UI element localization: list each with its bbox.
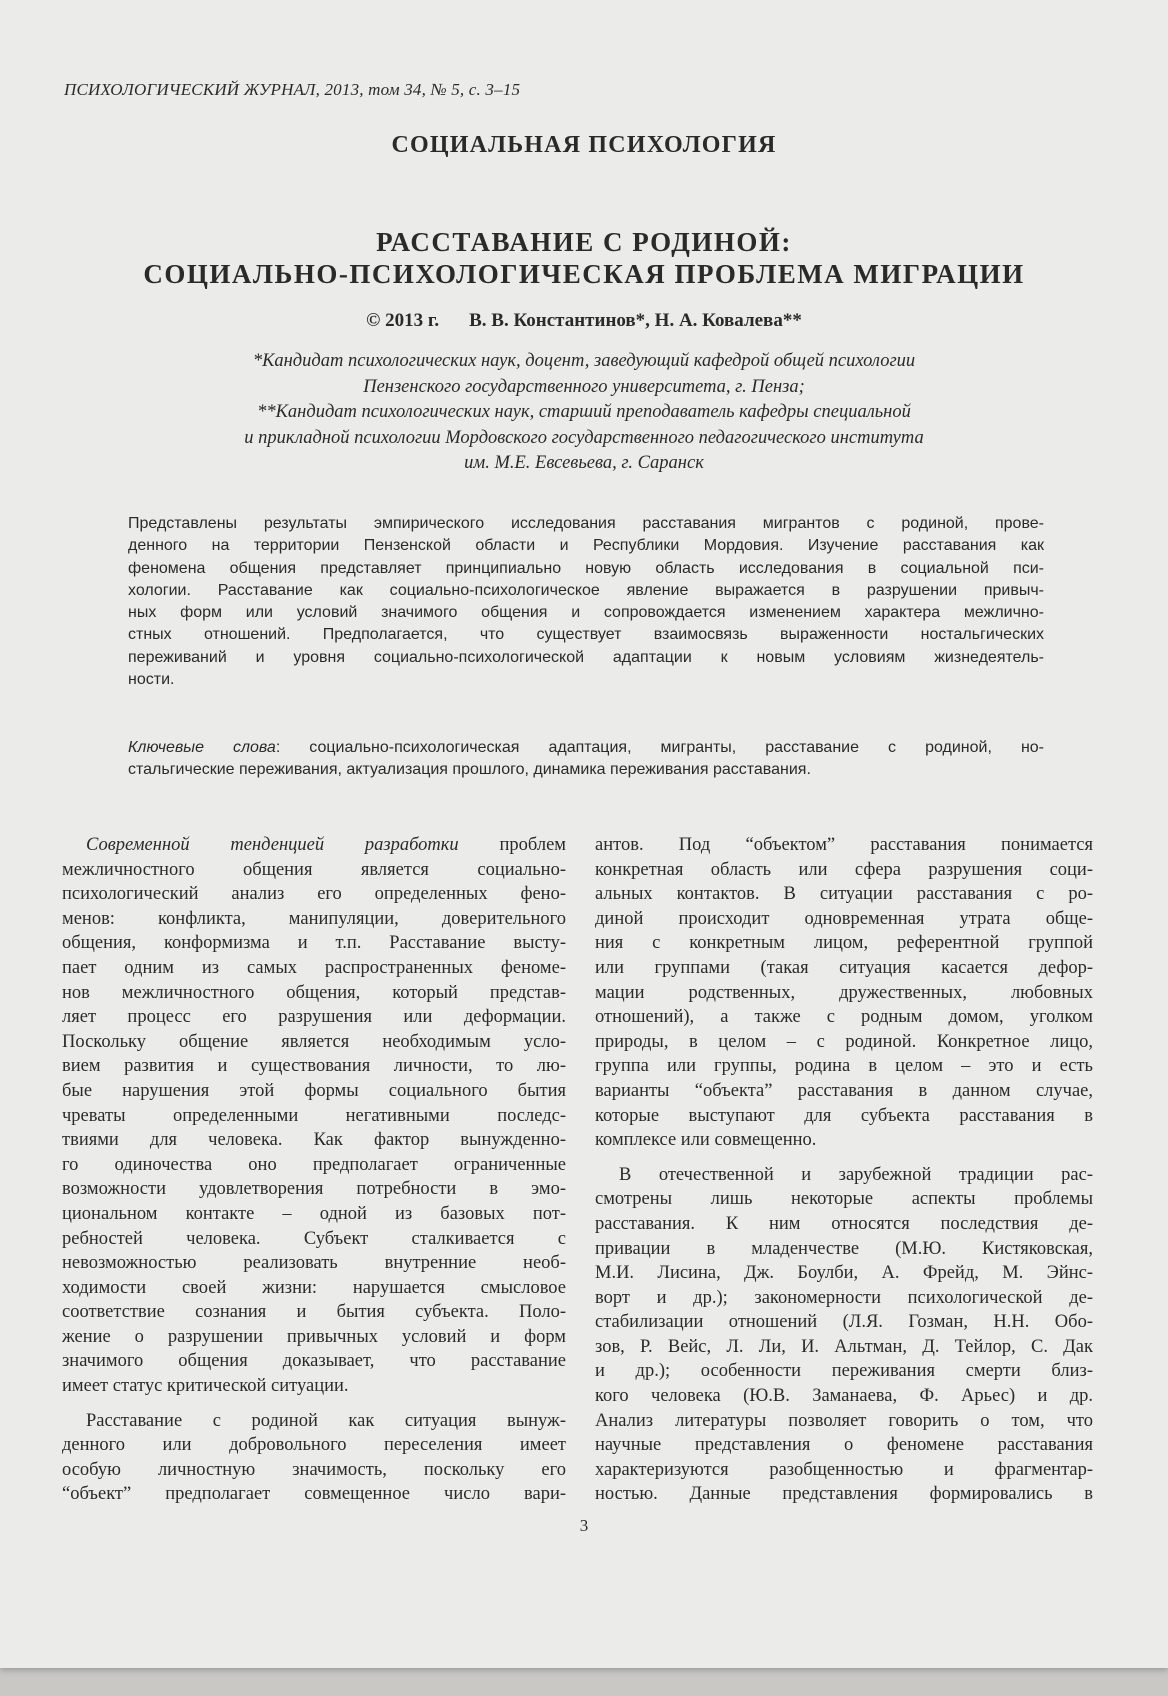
right-column bbox=[595, 833, 1093, 1507]
author-line bbox=[0, 310, 1168, 332]
body-line: привации в младенчестве (М.Ю. Кистяковская, bbox=[595, 1238, 1093, 1259]
body-line: группа или группы, родина в целом – это и есть bbox=[595, 1056, 1093, 1077]
body-line: чреваты определенными негативными последс- bbox=[62, 1105, 566, 1126]
body-line: го одиночества оно предполагает ограниченные bbox=[62, 1154, 566, 1175]
body-line: невозможностью реализовать внутренние необ- bbox=[62, 1253, 566, 1274]
keywords-line bbox=[128, 737, 1044, 759]
body-line: пает одним из самых распространенных феноме- bbox=[62, 957, 566, 978]
running-head: ПСИХОЛОГИЧЕСКИЙ ЖУРНАЛ, 2013, том 34, № 5, с. 3–15 bbox=[64, 80, 521, 99]
abstract-line: ных форм или условий значимого общения и сопровождается изменением характера межличнo- bbox=[128, 604, 1044, 622]
body-line: особую личностную значимость, поскольку его bbox=[62, 1459, 566, 1480]
lead-phrase: Современной тенденцией разработки bbox=[86, 835, 459, 855]
body-line: жение о разрушении привычных условий и форм bbox=[62, 1326, 566, 1347]
body-line: имеет статус критической ситуации. bbox=[62, 1376, 349, 1397]
article-title bbox=[60, 226, 1108, 290]
body-line: денного или добровольного переселения имеет bbox=[62, 1435, 566, 1456]
body-line: менов: конфликта, манипуляции, доверительного bbox=[62, 908, 566, 929]
body-line: “объект” предполагает совмещенное число вари- bbox=[62, 1484, 566, 1505]
keywords bbox=[128, 737, 1044, 782]
body-line: ния с конкретным лицом, референтной группой bbox=[595, 933, 1093, 954]
body-line: твиями для человека. Как фактор вынужденно- bbox=[62, 1130, 566, 1151]
affiliation-line: **Кандидат психологических наук, старший преподаватель кафедры специальной bbox=[257, 402, 911, 422]
body-line: альных контактов. В ситуации расставания с ро- bbox=[595, 884, 1093, 905]
keywords-label: Ключевые слова bbox=[128, 739, 276, 756]
left-column bbox=[62, 833, 566, 1507]
affiliations bbox=[60, 349, 1108, 477]
body-line: ностью. Данные представления формировались в bbox=[595, 1484, 1093, 1505]
body-line: Анализ литературы позволяет говорить о том, что bbox=[595, 1410, 1093, 1431]
body-line: циональном контакте – одной из базовых пот- bbox=[62, 1203, 566, 1224]
body-line: ходимости своей жизни: нарушается смысловое bbox=[62, 1277, 566, 1298]
body-line: возможности удовлетворения потребности в эмо- bbox=[62, 1179, 566, 1200]
body-line: характеризуются разобщенностью и фрагментар- bbox=[595, 1459, 1093, 1480]
body-line: природы, в целом – с родиной. Конкретное лицо, bbox=[595, 1031, 1093, 1052]
body-line: которые выступают для субъекта расставания в bbox=[595, 1105, 1093, 1126]
page-number: 3 bbox=[579, 1516, 589, 1535]
body-line: В отечественной и зарубежной традиции рас- bbox=[619, 1164, 1093, 1185]
abstract-line: хологии. Расставание как социально-психологическое явление выражается в разрушении привыч- bbox=[128, 581, 1044, 599]
body-line: психологический анализ его определенных фено- bbox=[62, 884, 566, 905]
section-title: СОЦИАЛЬНАЯ ПСИХОЛОГИЯ bbox=[391, 132, 777, 158]
body-line: расставания. К ним относятся последствия де- bbox=[595, 1213, 1093, 1234]
body-line: стабилизации отношений (Л.Я. Гозман, Н.Н. Обо- bbox=[595, 1312, 1093, 1333]
body-line: научные представления о феномене расставания bbox=[595, 1435, 1093, 1456]
body-line: ребностей человека. Субъект сталкивается с bbox=[62, 1228, 566, 1249]
body-line: или группами (такая ситуация касается дефор- bbox=[595, 957, 1093, 978]
body-line: конкретная область или сфера разрушения соци- bbox=[595, 859, 1093, 880]
body-line: Расставание с родиной как ситуация вынуж- bbox=[86, 1410, 566, 1431]
body-line: нов межличностного общения, который представ- bbox=[62, 982, 566, 1003]
keywords-text: : социально-психологическая адаптация, мигранты, расставание с родиной, но- bbox=[275, 739, 1045, 756]
authors: В. В. Константинов*, Н. А. Ковалева** bbox=[469, 310, 802, 331]
body-line: ляет процесс его разрушения или деформации. bbox=[62, 1007, 566, 1028]
body-line: общения, конформизма и т.п. Расставание высту- bbox=[62, 933, 566, 954]
body-line: кого человека (Ю.В. Заманаева, Ф. Арьес) и др. bbox=[595, 1386, 1093, 1407]
body-line: вием развития и существования личности, то лю- bbox=[62, 1056, 566, 1077]
body-line: М.И. Лисина, Дж. Боулби, А. Фрейд, М. Эйнс- bbox=[595, 1263, 1093, 1284]
body-line: смотрены лишь некоторые аспекты проблемы bbox=[595, 1189, 1093, 1210]
body-line: Поскольку общение является необходимым усло- bbox=[62, 1031, 566, 1052]
body-line: значимого общения доказывает, что расставание bbox=[62, 1351, 566, 1372]
body-line: Современной тенденцией разработки проблем bbox=[86, 835, 566, 855]
body-line: ворт и др.); закономерности психологической де- bbox=[595, 1287, 1093, 1308]
body-line: межличностного общения является социально- bbox=[62, 859, 566, 880]
abstract-line: феномена общения представляет принципиально новую область исследования в социальной пси- bbox=[128, 559, 1044, 577]
abstract-line: переживаний и уровня социально-психологической адаптации к новым условиям жизнедеятель- bbox=[128, 648, 1044, 666]
article-title-line: СОЦИАЛЬНО-ПСИХОЛОГИЧЕСКАЯ ПРОБЛЕМА МИГРАЦИИ bbox=[143, 259, 1025, 289]
body-line: соответствие сознания и бытия субъекта. Поло- bbox=[62, 1302, 566, 1323]
affiliation-line: Пензенского государственного университета, г. Пенза; bbox=[363, 376, 805, 397]
article-title-line: РАССТАВАНИЕ С РОДИНОЙ: bbox=[376, 227, 792, 257]
abstract-line: ности. bbox=[128, 671, 175, 689]
body-line: бые нарушения этой формы социального бытия bbox=[62, 1080, 566, 1101]
body-line: отношений), а также с родным домом, уголком bbox=[595, 1007, 1093, 1028]
body-line: и др.); особенности переживания смерти близ- bbox=[595, 1361, 1093, 1382]
body-line: антов. Под “объектом” расставания понимается bbox=[595, 835, 1093, 855]
abstract-line: стных отношений. Предполагается, что существует взаимосвязь выраженности ностальгических bbox=[128, 626, 1044, 644]
body-line: диной происходит одновременная утрата обще- bbox=[595, 908, 1093, 929]
affiliation-line: и прикладной психологии Мордовского государственного педагогического института bbox=[244, 427, 924, 448]
affiliation-line: им. М.Е. Евсевьева, г. Саранск bbox=[464, 453, 704, 473]
body-line: зов, Р. Вейс, Л. Ли, И. Альтман, Д. Тейлор, С. Дак bbox=[595, 1336, 1093, 1357]
abstract bbox=[128, 513, 1044, 691]
body-line: мации родственных, дружественных, любовных bbox=[595, 982, 1093, 1003]
copyright: © 2013 г. bbox=[366, 310, 440, 331]
body-line: комплексе или совмещенно. bbox=[595, 1130, 817, 1151]
abstract-line: денного на территории Пензенской области и Республики Мордовия. Изучение расставания как bbox=[128, 537, 1044, 555]
affiliation-line: *Кандидат психологических наук, доцент, заведующий кафедрой общей психологии bbox=[252, 351, 916, 371]
abstract-line: Представлены результаты эмпирического исследования расставания мигрантов с родиной, прове- bbox=[128, 515, 1044, 532]
body-line: варианты “объекта” расставания в данном случае, bbox=[595, 1080, 1093, 1101]
keywords-line: стальгические переживания, актуализация прошлого, динамика переживания расставания. bbox=[128, 761, 811, 779]
